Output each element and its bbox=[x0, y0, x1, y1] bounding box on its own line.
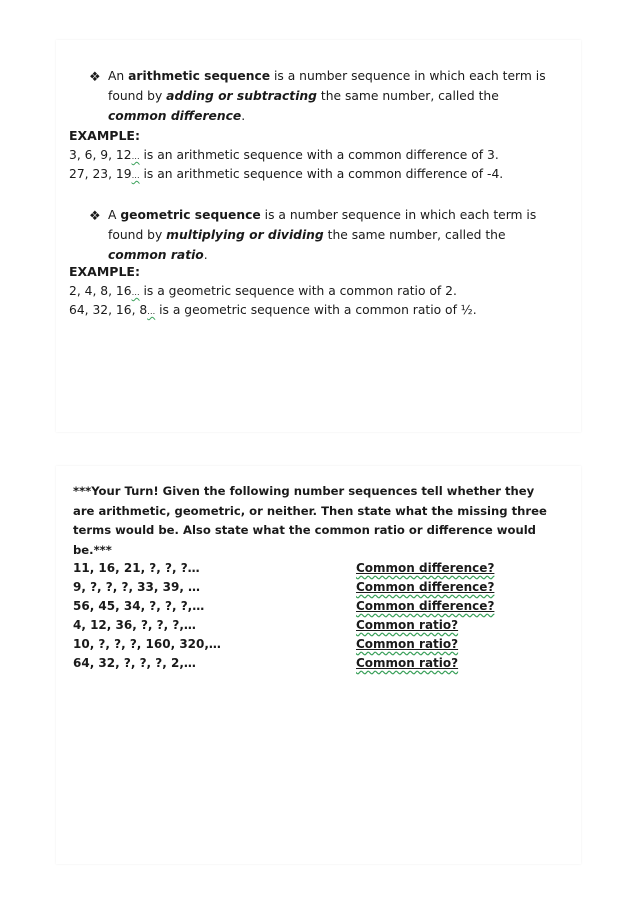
ellipsis: … bbox=[131, 152, 140, 161]
text: . bbox=[241, 109, 246, 123]
operation-multiply-divide: multiplying or dividing bbox=[166, 228, 324, 242]
arithmetic-example-1 bbox=[69, 148, 499, 162]
text: An bbox=[108, 69, 129, 83]
question-text: Common difference? bbox=[356, 580, 495, 594]
question-text: Common ratio? bbox=[356, 618, 459, 632]
example-numbers: 27, 23, 19 bbox=[69, 167, 132, 181]
diamond-bullet-icon: ❖ bbox=[89, 70, 101, 85]
sequence-row-3: 56, 45, 34, ?, ?, ?,… bbox=[73, 599, 205, 613]
text: is a number sequence in which each term is found by bbox=[108, 208, 537, 242]
question-text: Common ratio? bbox=[356, 656, 459, 670]
text: the same number, called the bbox=[323, 228, 506, 242]
text: is a number sequence in which each term is found by bbox=[108, 69, 546, 103]
question-row-2 bbox=[356, 580, 494, 594]
example-text: is a geometric sequence with a common ratio of ½. bbox=[155, 303, 477, 317]
sequence-row-4: 4, 12, 36, ?, ?, ?,… bbox=[73, 618, 196, 632]
term-arithmetic: arithmetic sequence bbox=[128, 69, 271, 83]
geometric-example-2 bbox=[69, 303, 477, 317]
question-text: Common difference? bbox=[356, 561, 495, 575]
sequence-row-2: 9, ?, ?, ?, 33, 39, … bbox=[73, 580, 201, 594]
example-text: is an arithmetic sequence with a common difference of 3. bbox=[139, 148, 499, 162]
question-row-3 bbox=[356, 599, 494, 613]
your-turn-slide bbox=[56, 466, 581, 864]
ellipsis: … bbox=[131, 171, 140, 180]
example-text: is a geometric sequence with a common ratio of 2. bbox=[139, 284, 457, 298]
example-numbers: 64, 32, 16, 8 bbox=[69, 303, 148, 317]
example-numbers: 3, 6, 9, 12 bbox=[69, 148, 132, 162]
sequence-row-6: 64, 32, ?, ?, ?, 2,… bbox=[73, 656, 196, 670]
example-text: is an arithmetic sequence with a common difference of -4. bbox=[139, 167, 504, 181]
sequence-row-1: 11, 16, 21, ?, ?, ?… bbox=[73, 561, 200, 575]
question-row-1 bbox=[356, 561, 494, 575]
geometric-example-1 bbox=[69, 284, 457, 298]
text: the same number, called the bbox=[316, 89, 499, 103]
ellipsis: … bbox=[147, 307, 156, 316]
text: A bbox=[108, 208, 121, 222]
label-common-ratio: common ratio bbox=[108, 248, 204, 262]
definitions-slide bbox=[56, 40, 581, 432]
sequence-row-5: 10, ?, ?, ?, 160, 320,… bbox=[73, 637, 221, 651]
example-heading: EXAMPLE: bbox=[69, 128, 140, 143]
text: . bbox=[203, 248, 208, 262]
question-text: Common ratio? bbox=[356, 637, 459, 651]
arithmetic-definition bbox=[108, 66, 558, 126]
arithmetic-example-2 bbox=[69, 167, 503, 181]
label-common-difference: common difference bbox=[108, 109, 242, 123]
question-row-6 bbox=[356, 656, 458, 670]
question-row-4 bbox=[356, 618, 458, 632]
geometric-definition bbox=[108, 205, 558, 265]
operation-add-subtract: adding or subtracting bbox=[166, 89, 317, 103]
example-numbers: 2, 4, 8, 16 bbox=[69, 284, 132, 298]
question-text: Common difference? bbox=[356, 599, 495, 613]
ellipsis: … bbox=[131, 288, 140, 297]
diamond-bullet-icon: ❖ bbox=[89, 209, 101, 224]
question-row-5 bbox=[356, 637, 458, 651]
your-turn-instructions: ***Your Turn! Given the following number sequences tell whether they are arithmetic, geometric, or neither. Then state what the missing three terms would be. Also state what the common ratio or difference would be.*** bbox=[73, 484, 547, 557]
term-geometric: geometric sequence bbox=[120, 208, 261, 222]
example-heading: EXAMPLE: bbox=[69, 264, 140, 279]
